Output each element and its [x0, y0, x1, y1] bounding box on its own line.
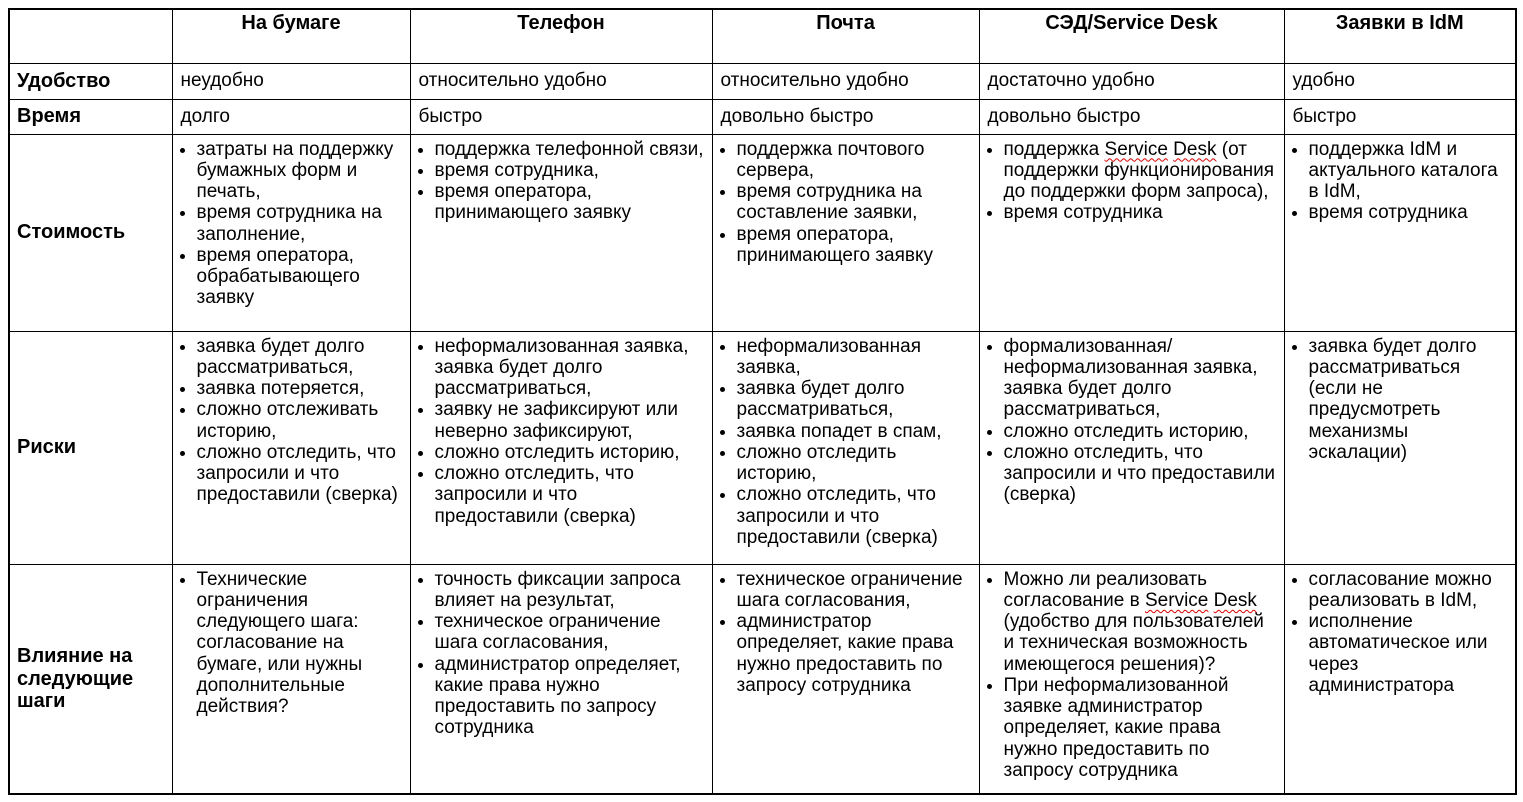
- row-label: Влияние на следующие шаги: [9, 564, 172, 794]
- bullet-item: • неформализованная заявка, заявка будет долго рассматриваться,: [435, 336, 706, 400]
- bullet-item: • Технические ограничения следующего шага: согласование на бумаге, или нужны дополнительные действия?: [197, 569, 404, 718]
- bullet-item: • время оператора, принимающего заявку: [435, 181, 706, 224]
- bullet-list: [721, 336, 973, 549]
- table-cell: [979, 134, 1284, 331]
- bullet-item: • заявка будет долго рассматриваться (если не предусмотреть механизмы эскалации): [1309, 336, 1510, 464]
- bullet-item: • точность фиксации запроса влияет на результат,: [435, 569, 706, 612]
- table-cell: достаточно удобно: [979, 63, 1284, 99]
- spellcheck-underline: Service: [1145, 589, 1209, 611]
- bullet-list: [419, 569, 706, 739]
- bullet-item: • время оператора, принимающего заявку: [737, 224, 973, 267]
- table-row: [9, 564, 1516, 794]
- column-header: Заявки в IdM: [1284, 9, 1516, 63]
- row-label: Риски: [9, 331, 172, 564]
- comparison-table: [8, 8, 1517, 795]
- table-cell: [410, 564, 712, 794]
- table-row: [9, 331, 1516, 564]
- bullet-item: • техническое ограничение шага согласования,: [737, 569, 973, 612]
- table-cell: [712, 134, 979, 331]
- bullet-item: • сложно отследить, что запросили и что предоставили (сверка): [1004, 442, 1278, 506]
- bullet-item: • заявка будет долго рассматриваться,: [197, 336, 404, 379]
- bullet-item: • заявка попадет в спам,: [737, 421, 973, 442]
- bullet-item: • время сотрудника: [1309, 202, 1510, 223]
- table-body: [9, 63, 1516, 794]
- bullet-list: [1293, 139, 1510, 224]
- bullet-item: • неформализованная заявка,: [737, 336, 973, 379]
- table-cell: быстро: [1284, 99, 1516, 134]
- bullet-item: • поддержка почтового сервера,: [737, 139, 973, 182]
- spellcheck-underline: Desk: [1213, 589, 1257, 611]
- table-cell: [172, 134, 410, 331]
- bullet-item: • согласование можно реализовать в IdM,: [1309, 569, 1510, 612]
- bullet-item: • заявка будет долго рассматриваться,: [737, 378, 973, 421]
- table-cell: удобно: [1284, 63, 1516, 99]
- spellcheck-underline: Service: [1104, 138, 1168, 160]
- bullet-item: • время сотрудника на составление заявки,: [737, 181, 973, 224]
- bullet-item: • сложно отследить историю,: [737, 442, 973, 485]
- table-cell: относительно удобно: [712, 63, 979, 99]
- table-cell: относительно удобно: [410, 63, 712, 99]
- bullet-item: • исполнение автоматическое или через администратора: [1309, 611, 1510, 696]
- bullet-list: [988, 569, 1278, 782]
- bullet-item: • администратор определяет, какие права нужно предоставить по запросу сотрудника: [435, 654, 706, 739]
- table-cell: долго: [172, 99, 410, 134]
- table-cell: [172, 564, 410, 794]
- table-cell: [1284, 564, 1516, 794]
- column-header: Телефон: [410, 9, 712, 63]
- bullet-item: • время сотрудника: [1004, 202, 1278, 223]
- bullet-item: • При неформализованной заявке администратор определяет, какие права нужно предоставить по запросу сотрудника: [1004, 675, 1278, 781]
- table-cell: довольно быстро: [979, 99, 1284, 134]
- corner-cell: [9, 9, 172, 63]
- table-cell: быстро: [410, 99, 712, 134]
- bullet-item: • заявка потеряется,: [197, 378, 404, 399]
- bullet-item: • формализованная/ неформализованная заявка, заявка будет долго рассматриваться,: [1004, 336, 1278, 421]
- table-cell: [172, 331, 410, 564]
- bullet-item: • администратор определяет, какие права нужно предоставить по запросу сотрудника: [737, 611, 973, 696]
- bullet-list: [988, 336, 1278, 506]
- bullet-item: • техническое ограничение шага согласования,: [435, 611, 706, 654]
- bullet-item: • заявку не зафиксируют или неверно зафиксируют,: [435, 399, 706, 442]
- bullet-item: • время сотрудника,: [435, 160, 706, 181]
- bullet-item: • сложно отследить, что запросили и что предоставили (сверка): [435, 463, 706, 527]
- bullet-list: [181, 569, 404, 718]
- table-row: [9, 99, 1516, 134]
- table-cell: [410, 331, 712, 564]
- table-row: [9, 134, 1516, 331]
- table-cell: неудобно: [172, 63, 410, 99]
- bullet-list: [1293, 569, 1510, 697]
- bullet-item: • время оператора, обрабатывающего заявку: [197, 245, 404, 309]
- bullet-item: • сложно отследить историю,: [1004, 421, 1278, 442]
- bullet-list: [721, 139, 973, 267]
- table-cell: [979, 564, 1284, 794]
- table-cell: [712, 331, 979, 564]
- bullet-item: • сложно отследить, что запросили и что предоставили (сверка): [197, 442, 404, 506]
- bullet-item: • Можно ли реализовать согласование в Service Desk (удобство для пользователей и техническая возможность имеющегося решения)?: [1004, 569, 1278, 675]
- bullet-item: • затраты на поддержку бумажных форм и печать,: [197, 139, 404, 203]
- bullet-list: [181, 336, 404, 506]
- table-cell: [410, 134, 712, 331]
- bullet-list: [1293, 336, 1510, 464]
- bullet-list: [181, 139, 404, 309]
- column-header: Почта: [712, 9, 979, 63]
- bullet-list: [419, 139, 706, 224]
- bullet-item: • поддержка IdM и актуального каталога в IdM,: [1309, 139, 1510, 203]
- bullet-item: • время сотрудника на заполнение,: [197, 202, 404, 245]
- table-cell: [712, 564, 979, 794]
- bullet-item: • поддержка Service Desk (от поддержки функционирования до поддержки форм запроса),: [1004, 139, 1278, 203]
- table-cell: [979, 331, 1284, 564]
- table-row: [9, 63, 1516, 99]
- bullet-list: [721, 569, 973, 697]
- bullet-item: • сложно отследить, что запросили и что предоставили (сверка): [737, 484, 973, 548]
- row-label: Удобство: [9, 63, 172, 99]
- table-cell: довольно быстро: [712, 99, 979, 134]
- column-header: СЭД/Service Desk: [979, 9, 1284, 63]
- row-label: Стоимость: [9, 134, 172, 331]
- bullet-list: [988, 139, 1278, 224]
- bullet-list: [419, 336, 706, 527]
- bullet-item: • сложно отслеживать историю,: [197, 399, 404, 442]
- bullet-item: • поддержка телефонной связи,: [435, 139, 706, 160]
- bullet-item: • сложно отследить историю,: [435, 442, 706, 463]
- spellcheck-underline: Desk: [1173, 138, 1217, 160]
- table-cell: [1284, 134, 1516, 331]
- row-label: Время: [9, 99, 172, 134]
- table-cell: [1284, 331, 1516, 564]
- header-row: [9, 9, 1516, 63]
- column-header: На бумаге: [172, 9, 410, 63]
